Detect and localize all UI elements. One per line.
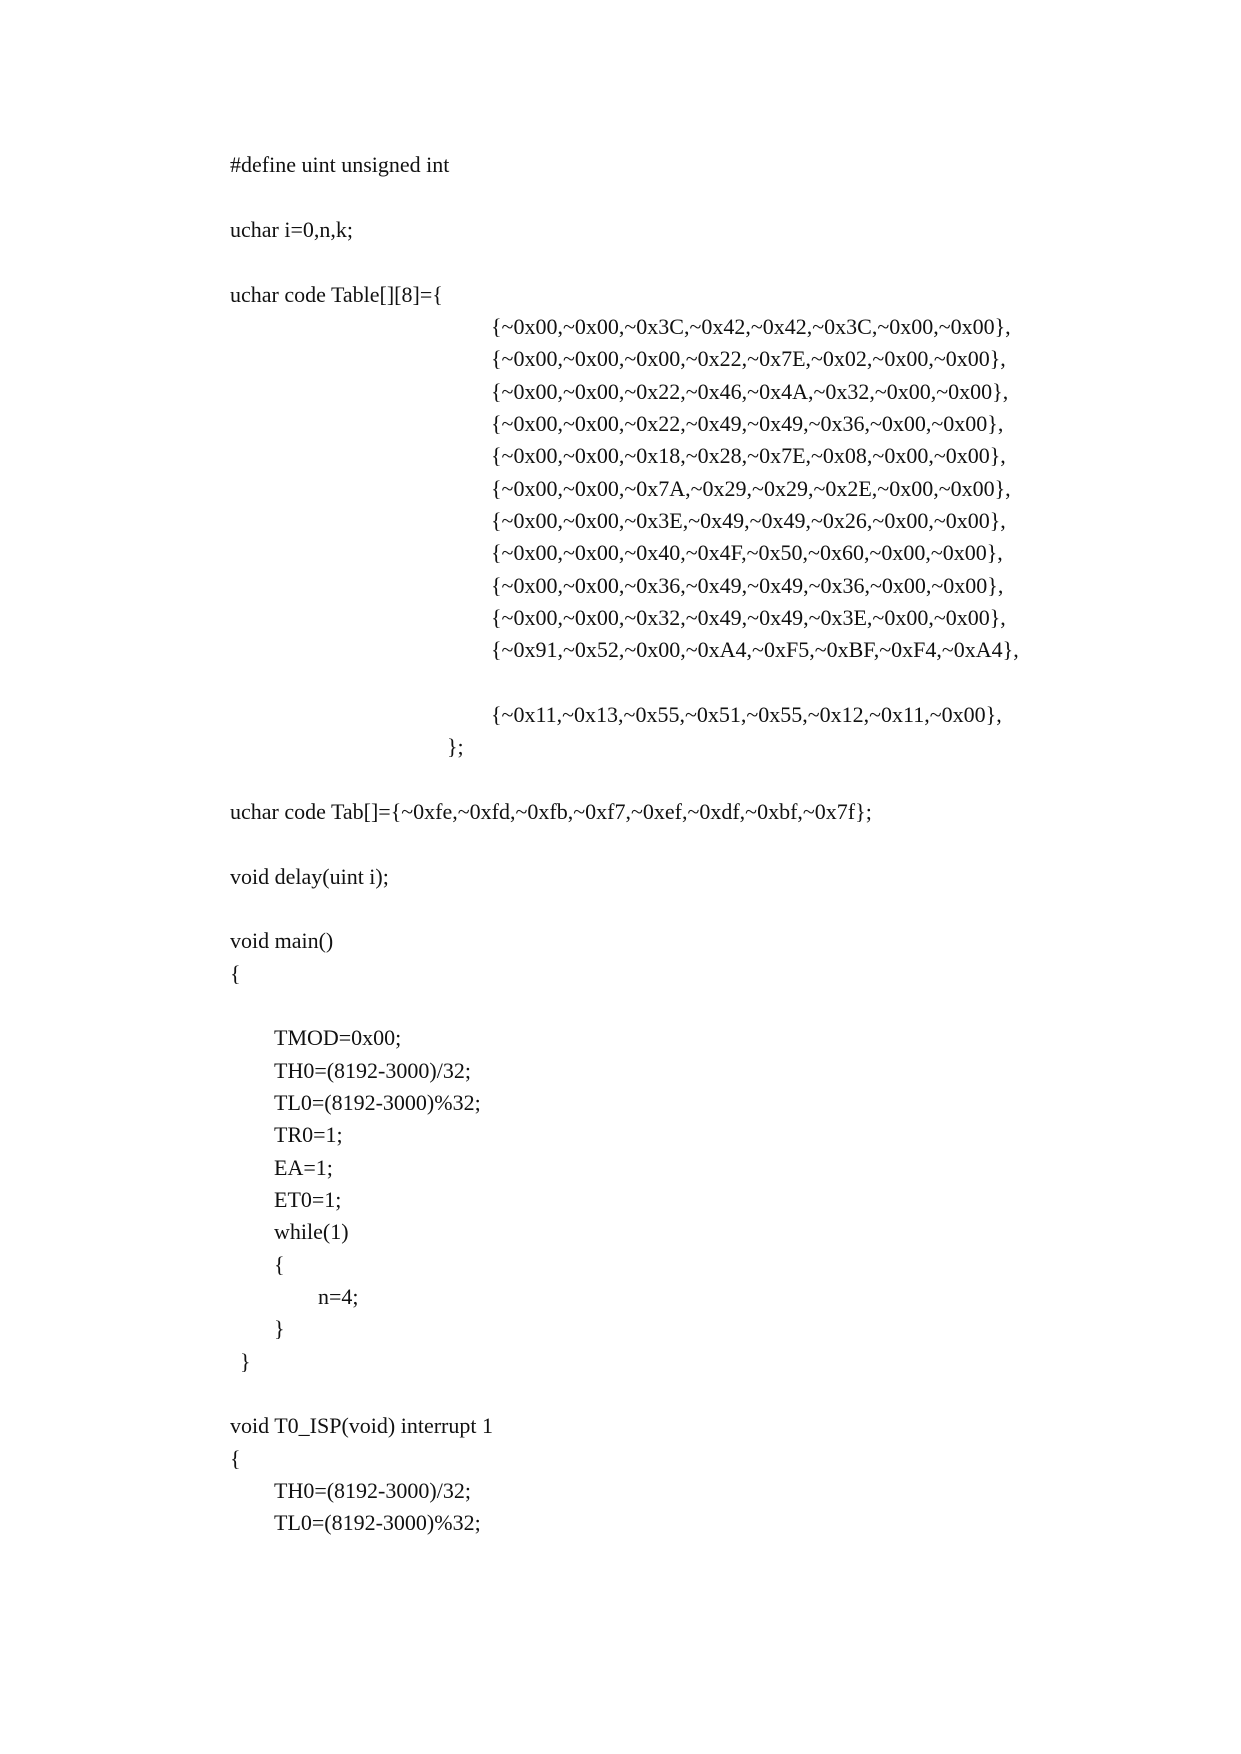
- main-body-line: TR0=1;: [274, 1122, 343, 1147]
- table-row: {~0x00,~0x00,~0x18,~0x28,~0x7E,~0x08,~0x00,~0x00},: [491, 443, 1006, 468]
- isr-signature-line: void T0_ISP(void) interrupt 1: [230, 1413, 493, 1438]
- table-row: {~0x00,~0x00,~0x22,~0x46,~0x4A,~0x32,~0x00,~0x00},: [491, 379, 1009, 404]
- table-row: {~0x00,~0x00,~0x3C,~0x42,~0x42,~0x3C,~0x00,~0x00},: [491, 314, 1011, 339]
- define-line: #define uint unsigned int: [230, 152, 450, 177]
- table-row: {~0x00,~0x00,~0x3E,~0x49,~0x49,~0x26,~0x00,~0x00},: [491, 508, 1006, 533]
- while-open-brace: {: [274, 1252, 285, 1277]
- isr-open-brace: {: [230, 1446, 241, 1471]
- table-row: {~0x00,~0x00,~0x40,~0x4F,~0x50,~0x60,~0x00,~0x00},: [491, 540, 1003, 565]
- table-row: {~0x00,~0x00,~0x36,~0x49,~0x49,~0x36,~0x00,~0x00},: [491, 573, 1004, 598]
- while-body-line: n=4;: [318, 1284, 359, 1309]
- main-body-line: TMOD=0x00;: [274, 1025, 402, 1050]
- main-body-line: TL0=(8192-3000)%32;: [274, 1090, 481, 1115]
- table-row: {~0x00,~0x00,~0x32,~0x49,~0x49,~0x3E,~0x00,~0x00},: [491, 605, 1006, 630]
- main-open-brace: {: [230, 961, 241, 986]
- main-body-line: while(1): [274, 1219, 349, 1244]
- tab-decl-line: uchar code Tab[]={~0xfe,~0xfd,~0xfb,~0xf7,~0xef,~0xdf,~0xbf,~0x7f};: [230, 799, 872, 824]
- while-close-brace: }: [274, 1316, 285, 1341]
- table-row: {~0x00,~0x00,~0x00,~0x22,~0x7E,~0x02,~0x00,~0x00},: [491, 346, 1006, 371]
- table-close-line: };: [447, 734, 464, 759]
- main-body-line: ET0=1;: [274, 1187, 342, 1212]
- isr-body-line: TL0=(8192-3000)%32;: [274, 1510, 481, 1535]
- table-row: {~0x00,~0x00,~0x7A,~0x29,~0x29,~0x2E,~0x00,~0x00},: [491, 476, 1011, 501]
- var-decl-line: uchar i=0,n,k;: [230, 217, 353, 242]
- main-close-brace: }: [240, 1349, 251, 1374]
- table-row: {~0x91,~0x52,~0x00,~0xA4,~0xF5,~0xBF,~0xF4,~0xA4},: [491, 637, 1019, 662]
- main-body-line: TH0=(8192-3000)/32;: [274, 1058, 471, 1083]
- main-signature-line: void main(): [230, 928, 334, 953]
- delay-proto-line: void delay(uint i);: [230, 864, 389, 889]
- table-row: {~0x00,~0x00,~0x22,~0x49,~0x49,~0x36,~0x00,~0x00},: [491, 411, 1004, 436]
- main-body-line: EA=1;: [274, 1155, 333, 1180]
- table-decl-line: uchar code Table[][8]={: [230, 282, 443, 307]
- isr-body-line: TH0=(8192-3000)/32;: [274, 1478, 471, 1503]
- table-row: {~0x11,~0x13,~0x55,~0x51,~0x55,~0x12,~0x11,~0x00},: [491, 702, 1002, 727]
